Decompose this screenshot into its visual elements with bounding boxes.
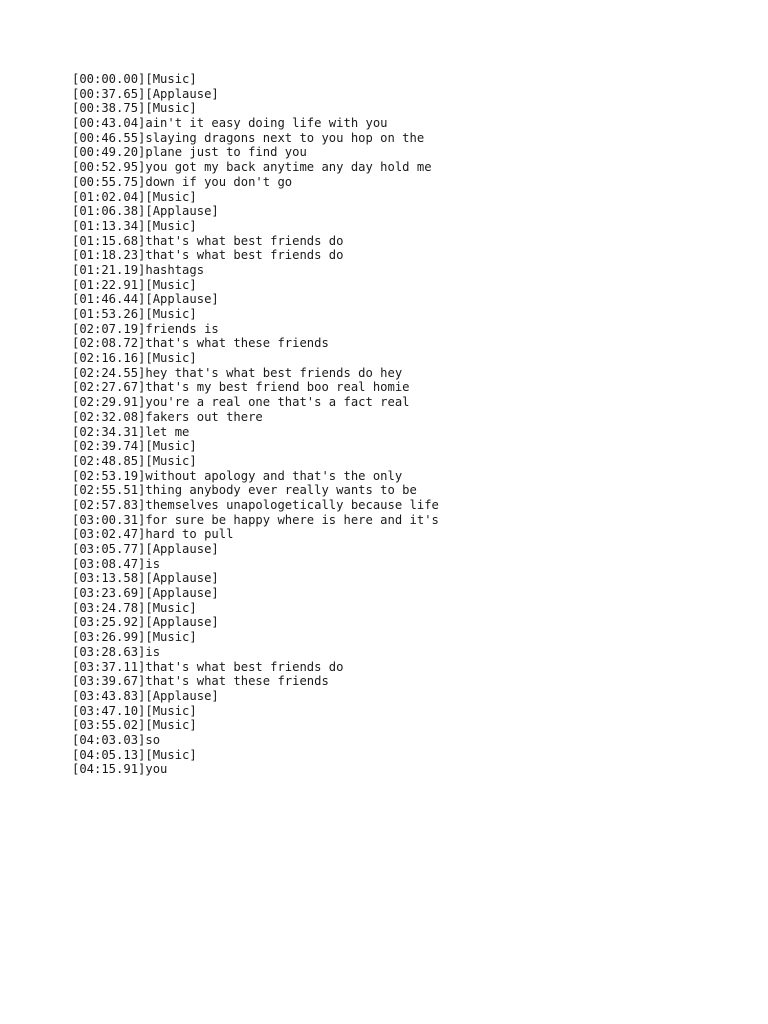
- transcript-line: [72, 160, 712, 175]
- lyric-text: themselves unapologetically because life: [145, 497, 439, 512]
- timestamp: [02:57.83]: [72, 497, 146, 512]
- transcript-line: [72, 748, 712, 763]
- lyric-text: [Music]: [145, 101, 197, 116]
- transcript-line: [72, 425, 712, 440]
- lyric-text: [Applause]: [145, 542, 219, 556]
- transcript-line: [72, 557, 712, 572]
- lyric-text: [Music]: [145, 351, 197, 366]
- lyric-text: thing anybody ever really wants to be: [145, 483, 417, 498]
- transcript-line: [72, 527, 712, 542]
- timestamp: [04:15.91]: [72, 762, 146, 777]
- transcript-line: [72, 145, 712, 160]
- document-page: [72, 72, 712, 777]
- lyric-text: [Music]: [145, 630, 197, 645]
- timestamp: [03:47.10]: [72, 703, 146, 718]
- lyric-text: that's my best friend boo real homie: [145, 380, 410, 395]
- lyric-text: that's what these friends: [145, 336, 329, 351]
- transcript-line: [72, 645, 712, 660]
- timestamp: [01:18.23]: [72, 248, 146, 263]
- lyric-text: [Applause]: [145, 571, 219, 586]
- transcript-line: [72, 322, 712, 337]
- timestamp: [03:23.69]: [72, 586, 146, 601]
- timestamp: [01:13.34]: [72, 218, 146, 233]
- transcript-line: [72, 87, 712, 102]
- lyric-text: down if you don't go: [145, 174, 293, 189]
- timestamp: [01:15.68]: [72, 233, 146, 248]
- transcript-list: [72, 72, 712, 777]
- lyric-text: without apology and that's the only: [145, 468, 403, 483]
- transcript-line: [72, 190, 712, 205]
- timestamp: [00:46.55]: [72, 130, 146, 145]
- lyric-text: you: [145, 762, 168, 777]
- transcript-line: [72, 307, 712, 322]
- transcript-line: [72, 513, 712, 528]
- transcript-line: [72, 498, 712, 513]
- transcript-line: [72, 704, 712, 719]
- timestamp: [02:32.08]: [72, 409, 146, 424]
- lyric-text: [Applause]: [145, 586, 219, 601]
- timestamp: [03:24.78]: [72, 600, 146, 615]
- lyric-text: [Applause]: [145, 688, 219, 703]
- timestamp: [02:53.19]: [72, 468, 146, 483]
- timestamp: [00:52.95]: [72, 160, 146, 175]
- timestamp: [04:05.13]: [72, 747, 146, 762]
- timestamp: [01:22.91]: [72, 277, 146, 292]
- lyric-text: that's what best friends do: [145, 248, 344, 263]
- lyric-text: [Music]: [145, 277, 197, 292]
- timestamp: [04:03.03]: [72, 732, 146, 747]
- transcript-line: [72, 762, 712, 777]
- lyric-text: [Applause]: [145, 292, 219, 307]
- transcript-line: [72, 101, 712, 116]
- timestamp: [02:24.55]: [72, 365, 146, 380]
- transcript-line: [72, 483, 712, 498]
- timestamp: [03:43.83]: [72, 688, 146, 703]
- transcript-line: [72, 336, 712, 351]
- timestamp: [03:02.47]: [72, 527, 146, 542]
- timestamp: [03:55.02]: [72, 718, 146, 733]
- lyric-text: that's what best friends do: [145, 233, 344, 248]
- timestamp: [01:06.38]: [72, 204, 146, 219]
- transcript-line: [72, 439, 712, 454]
- lyric-text: you got my back anytime any day hold me: [145, 160, 432, 175]
- transcript-line: [72, 660, 712, 675]
- timestamp: [00:37.65]: [72, 86, 146, 101]
- lyric-text: hey that's what best friends do hey: [145, 365, 403, 380]
- lyric-text: [Music]: [145, 72, 197, 86]
- lyric-text: is: [145, 644, 161, 659]
- lyric-text: let me: [145, 424, 190, 439]
- lyric-text: slaying dragons next to you hop on the: [145, 130, 425, 145]
- lyric-text: [Music]: [145, 439, 197, 454]
- timestamp: [02:29.91]: [72, 395, 146, 410]
- transcript-line: [72, 718, 712, 733]
- timestamp: [03:00.31]: [72, 512, 146, 527]
- transcript-line: [72, 292, 712, 307]
- lyric-text: [Music]: [145, 703, 197, 718]
- timestamp: [02:34.31]: [72, 424, 146, 439]
- lyric-text: for sure be happy where is here and it's: [145, 512, 439, 527]
- timestamp: [01:02.04]: [72, 189, 146, 204]
- lyric-text: that's what these friends: [145, 674, 329, 689]
- lyric-text: ain't it easy doing life with you: [145, 116, 388, 131]
- timestamp: [02:16.16]: [72, 351, 146, 366]
- timestamp: [00:49.20]: [72, 145, 146, 160]
- lyric-text: [Music]: [145, 600, 197, 615]
- transcript-line: [72, 454, 712, 469]
- lyric-text: [Applause]: [145, 86, 219, 101]
- transcript-line: [72, 380, 712, 395]
- lyric-text: hard to pull: [145, 527, 234, 542]
- transcript-line: [72, 204, 712, 219]
- transcript-line: [72, 542, 712, 557]
- transcript-line: [72, 219, 712, 234]
- transcript-line: [72, 733, 712, 748]
- transcript-line: [72, 469, 712, 484]
- transcript-line: [72, 601, 712, 616]
- transcript-line: [72, 615, 712, 630]
- timestamp: [03:37.11]: [72, 659, 146, 674]
- transcript-line: [72, 234, 712, 249]
- timestamp: [02:55.51]: [72, 483, 146, 498]
- transcript-line: [72, 351, 712, 366]
- timestamp: [02:27.67]: [72, 380, 146, 395]
- transcript-line: [72, 72, 712, 87]
- timestamp: [03:13.58]: [72, 571, 146, 586]
- lyric-text: [Applause]: [145, 615, 219, 630]
- transcript-line: [72, 263, 712, 278]
- timestamp: [00:55.75]: [72, 174, 146, 189]
- lyric-text: so: [145, 732, 161, 747]
- timestamp: [00:43.04]: [72, 116, 146, 131]
- lyric-text: friends is: [145, 321, 219, 336]
- transcript-line: [72, 571, 712, 586]
- lyric-text: fakers out there: [145, 409, 263, 424]
- timestamp: [03:28.63]: [72, 644, 146, 659]
- transcript-line: [72, 131, 712, 146]
- lyric-text: [Music]: [145, 189, 197, 204]
- lyric-text: is: [145, 556, 161, 571]
- lyric-text: [Music]: [145, 453, 197, 468]
- lyric-text: [Music]: [145, 747, 197, 762]
- lyric-text: plane just to find you: [145, 145, 307, 160]
- lyric-text: [Music]: [145, 218, 197, 233]
- transcript-line: [72, 630, 712, 645]
- transcript-line: [72, 689, 712, 704]
- lyric-text: [Applause]: [145, 204, 219, 219]
- timestamp: [03:39.67]: [72, 674, 146, 689]
- lyric-text: [Music]: [145, 307, 197, 321]
- timestamp: [00:38.75]: [72, 101, 146, 116]
- timestamp: [02:08.72]: [72, 336, 146, 351]
- transcript-line: [72, 674, 712, 689]
- timestamp: [02:48.85]: [72, 453, 146, 468]
- lyric-text: hashtags: [145, 262, 205, 277]
- timestamp: [00:00.00]: [72, 72, 146, 86]
- timestamp: [01:21.19]: [72, 262, 146, 277]
- transcript-line: [72, 248, 712, 263]
- transcript-line: [72, 586, 712, 601]
- transcript-line: [72, 366, 712, 381]
- transcript-line: [72, 395, 712, 410]
- transcript-line: [72, 175, 712, 190]
- timestamp: [01:53.26]: [72, 307, 146, 321]
- transcript-line: [72, 116, 712, 131]
- timestamp: [03:05.77]: [72, 542, 146, 556]
- lyric-text: [Music]: [145, 718, 197, 733]
- timestamp: [02:07.19]: [72, 321, 146, 336]
- lyric-text: you're a real one that's a fact real: [145, 395, 410, 410]
- timestamp: [02:39.74]: [72, 439, 146, 454]
- transcript-line: [72, 410, 712, 425]
- timestamp: [03:26.99]: [72, 630, 146, 645]
- lyric-text: that's what best friends do: [145, 659, 344, 674]
- timestamp: [03:08.47]: [72, 556, 146, 571]
- transcript-line: [72, 278, 712, 293]
- timestamp: [03:25.92]: [72, 615, 146, 630]
- timestamp: [01:46.44]: [72, 292, 146, 307]
